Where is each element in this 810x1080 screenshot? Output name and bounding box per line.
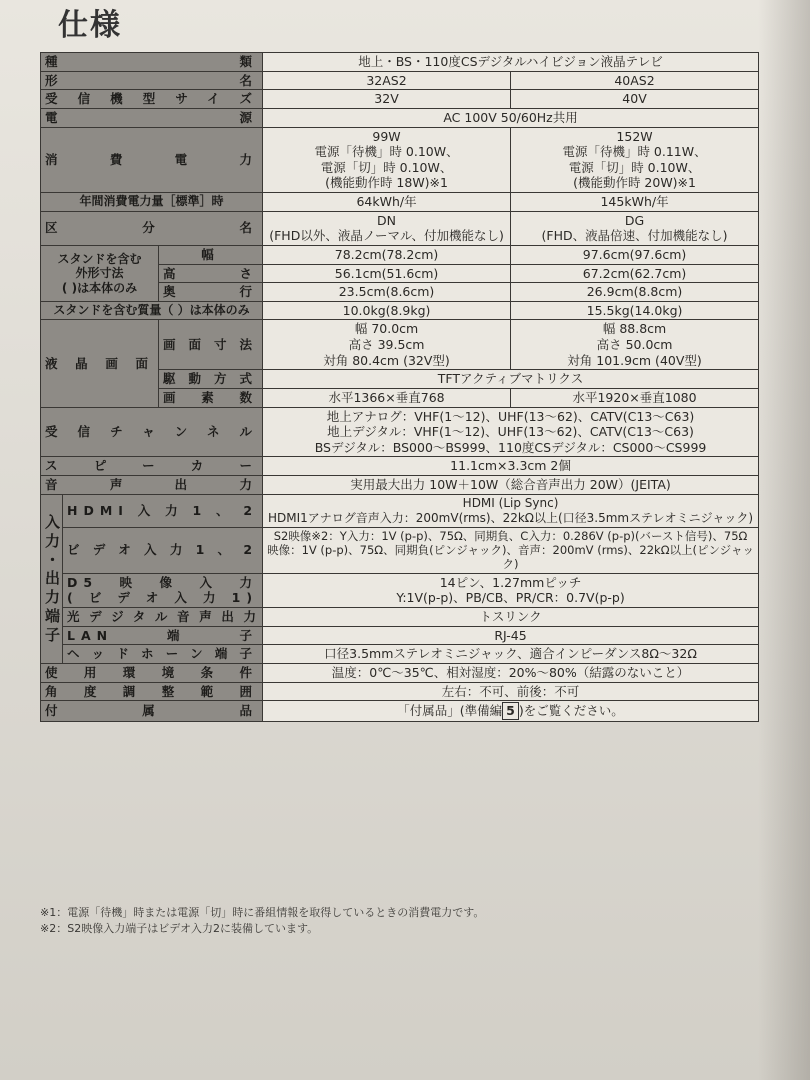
label-io-group bbox=[41, 494, 63, 663]
value-audio: 実用最大出力 10W＋10W（総合音声出力 20W）(JEITA) bbox=[263, 476, 759, 495]
d5-label-line1: D5映像入力 bbox=[67, 574, 259, 590]
value-consumption-40 bbox=[511, 127, 759, 193]
row-channels bbox=[41, 407, 759, 457]
io-char-2: 力 bbox=[45, 531, 61, 550]
row-size bbox=[41, 90, 759, 109]
screen-32-width: 幅 70.0cm bbox=[354, 321, 419, 337]
value-d5 bbox=[263, 573, 759, 607]
row-consumption bbox=[41, 127, 759, 193]
consumption-40-standby: 電源「待機」時 0.11W、 bbox=[562, 144, 707, 160]
value-size-40: 40V bbox=[511, 90, 759, 109]
label-audio: 音声出力 bbox=[41, 476, 263, 495]
row-annual bbox=[41, 193, 759, 212]
io-char-1: 入 bbox=[45, 513, 61, 532]
value-annual-40: 145kWh/年 bbox=[511, 193, 759, 212]
row-lcd-screen bbox=[41, 320, 759, 370]
value-mass-40: 15.5kg(14.0kg) bbox=[511, 301, 759, 320]
value-category-40 bbox=[511, 211, 759, 245]
row-model bbox=[41, 71, 759, 90]
value-accessories bbox=[263, 701, 759, 722]
consumption-40-watts: 152W bbox=[616, 128, 653, 144]
value-drive: TFTアクティブマトリクス bbox=[263, 370, 759, 389]
consumption-40-active: (機能動作時 20W)※1 bbox=[573, 175, 696, 191]
value-angle: 左右：不可、前後：不可 bbox=[263, 682, 759, 701]
value-height-40: 67.2cm(62.7cm) bbox=[511, 264, 759, 283]
label-type: 種類 bbox=[41, 53, 263, 72]
consumption-32-active: (機能動作時 18W)※1 bbox=[325, 175, 448, 191]
value-depth-32: 23.5cm(8.6cm) bbox=[263, 283, 511, 302]
io-char-7: 子 bbox=[45, 625, 61, 644]
label-video: ビデオ入力1、2 bbox=[63, 527, 263, 573]
row-d5 bbox=[41, 573, 759, 607]
label-category: 区分名 bbox=[41, 211, 263, 245]
row-lan bbox=[41, 626, 759, 645]
label-hdmi: HDMI入力1、2 bbox=[63, 494, 263, 527]
label-consumption: 消費電力 bbox=[41, 127, 263, 193]
hdmi-line2: HDMI1アナログ音声入力：200mV(rms)、22kΩ以上(口径3.5mmステレオミニジャック) bbox=[267, 510, 754, 525]
dims-group-line3: ( )は本体のみ bbox=[61, 280, 138, 295]
channels-analog: 地上アナログ：VHF(1～12)、UHF(13～62)、CATV(C13～C63) bbox=[326, 408, 695, 424]
row-hdmi bbox=[41, 494, 759, 527]
d5-label-line2: (ビデオ入力1) bbox=[67, 590, 259, 606]
label-d5 bbox=[63, 573, 263, 607]
io-char-3: ・ bbox=[45, 550, 61, 569]
label-dims-width: 幅 bbox=[159, 245, 263, 264]
row-mass bbox=[41, 301, 759, 320]
row-video bbox=[41, 527, 759, 573]
value-width-40: 97.6cm(97.6cm) bbox=[511, 245, 759, 264]
value-consumption-32 bbox=[263, 127, 511, 193]
label-annual: 年間消費電力量［標準］時 bbox=[41, 193, 263, 212]
value-type: 地上・BS・110度CSデジタルハイビジョン液晶テレビ bbox=[263, 53, 759, 72]
value-optical: トスリンク bbox=[263, 608, 759, 627]
value-video bbox=[263, 527, 759, 573]
value-screen-40 bbox=[511, 320, 759, 370]
value-model-40: 40AS2 bbox=[511, 71, 759, 90]
value-power: AC 100V 50/60Hz共用 bbox=[263, 108, 759, 127]
screen-40-width: 幅 88.8cm bbox=[602, 321, 667, 337]
value-pixels-40: 水平1920×垂直1080 bbox=[511, 388, 759, 407]
label-accessories: 付属品 bbox=[41, 701, 263, 722]
consumption-40-off: 電源「切」時 0.10W、 bbox=[568, 159, 701, 175]
label-lcd-group: 液晶画面 bbox=[41, 320, 159, 407]
screen-32-height: 高さ 39.5cm bbox=[348, 337, 425, 352]
row-headphone bbox=[41, 645, 759, 664]
label-dims-height: 高さ bbox=[159, 264, 263, 283]
consumption-32-off: 電源「切」時 0.10W、 bbox=[320, 159, 453, 175]
video-line1: S2映像※2：Y入力：1V (p-p)、75Ω、同期負、C入力：0.286V (p-p)(バースト信号)、75Ω bbox=[273, 528, 748, 543]
accessories-text-pre: 「付属品」(準備編 bbox=[397, 703, 503, 719]
label-dims-depth: 奥行 bbox=[159, 283, 263, 302]
label-lcd-drive: 駆動方式 bbox=[159, 370, 263, 389]
value-hdmi bbox=[263, 494, 759, 527]
io-char-6: 端 bbox=[45, 606, 61, 625]
d5-line1: 14ピン、1.27mmピッチ bbox=[439, 574, 582, 590]
row-audio bbox=[41, 476, 759, 495]
value-headphone: 口径3.5mmステレオミニジャック、適合インピーダンス8Ω～32Ω bbox=[263, 645, 759, 664]
dims-group-line2: 外形寸法 bbox=[75, 266, 124, 281]
video-line2: 映像：1V (p-p)、75Ω、同期負(ピンジャック)、音声：200mV (rms)、22kΩ以上(ピンジャック) bbox=[267, 543, 754, 572]
page-heading: 仕様 bbox=[58, 8, 122, 43]
page-ref-badge: 5 bbox=[502, 702, 519, 720]
footnote-1: ※1：電源「待機」時または電源「切」時に番組情報を取得しているときの消費電力です。 bbox=[40, 906, 485, 919]
value-speaker: 11.1cm×3.3cm 2個 bbox=[263, 457, 759, 476]
row-power bbox=[41, 108, 759, 127]
label-env: 使用環境条件 bbox=[41, 663, 263, 682]
value-annual-32: 64kWh/年 bbox=[263, 193, 511, 212]
io-char-5: 力 bbox=[45, 588, 61, 607]
d5-line2: Y:1V(p-p)、PB/CB、PR/CR：0.7V(p-p) bbox=[396, 590, 625, 606]
row-env bbox=[41, 663, 759, 682]
row-optical bbox=[41, 608, 759, 627]
row-category bbox=[41, 211, 759, 245]
category-40-desc: (FHD、液晶倍速、付加機能なし) bbox=[541, 228, 728, 244]
channels-digital: 地上デジタル：VHF(1～12)、UHF(13～62)、CATV(C13～C63) bbox=[327, 424, 694, 440]
value-pixels-32: 水平1366×垂直768 bbox=[263, 388, 511, 407]
label-power: 電源 bbox=[41, 108, 263, 127]
label-angle: 角度調整範囲 bbox=[41, 682, 263, 701]
label-lan: LAN端子 bbox=[63, 626, 263, 645]
value-width-32: 78.2cm(78.2cm) bbox=[263, 245, 511, 264]
value-category-32 bbox=[263, 211, 511, 245]
label-optical: 光デジタル音声出力 bbox=[63, 608, 263, 627]
row-type bbox=[41, 53, 759, 72]
label-model: 形名 bbox=[41, 71, 263, 90]
label-speaker: スピーカー bbox=[41, 457, 263, 476]
footnote-2: ※2：S2映像入力端子はビデオ入力2に装備しています。 bbox=[40, 922, 319, 935]
hdmi-line1: HDMI (Lip Sync) bbox=[462, 495, 559, 510]
accessories-text-post: )をご覧ください。 bbox=[518, 703, 624, 719]
consumption-32-watts: 99W bbox=[372, 128, 401, 144]
category-40-code: DG bbox=[624, 212, 645, 228]
value-lan: RJ-45 bbox=[263, 626, 759, 645]
screen-40-diagonal: 対角 101.9cm (40V型) bbox=[567, 352, 702, 368]
category-32-code: DN bbox=[377, 212, 397, 228]
io-char-4: 出 bbox=[45, 569, 61, 588]
row-angle bbox=[41, 682, 759, 701]
value-mass-32: 10.0kg(8.9kg) bbox=[263, 301, 511, 320]
value-screen-32 bbox=[263, 320, 511, 370]
label-size: 受信機型サイズ bbox=[41, 90, 263, 109]
label-headphone: ヘッドホーン端子 bbox=[63, 645, 263, 664]
value-depth-40: 26.9cm(8.8cm) bbox=[511, 283, 759, 302]
label-channels: 受信チャンネル bbox=[41, 407, 263, 457]
value-model-32: 32AS2 bbox=[263, 71, 511, 90]
consumption-32-standby: 電源「待機」時 0.10W、 bbox=[314, 144, 459, 160]
row-dims-width bbox=[41, 245, 759, 264]
spec-table bbox=[40, 52, 759, 722]
value-channels bbox=[263, 407, 759, 457]
screen-32-diagonal: 対角 80.4cm (32V型) bbox=[323, 352, 450, 368]
category-32-desc: (FHD以外、液晶ノーマル、付加機能なし) bbox=[269, 228, 504, 244]
channels-bs-cs: BSデジタル：BS000～BS999、110度CSデジタル：CS000～CS999 bbox=[314, 439, 707, 455]
label-lcd-screen: 画面寸法 bbox=[159, 320, 263, 370]
value-size-32: 32V bbox=[263, 90, 511, 109]
dims-group-line1: スタンドを含む bbox=[57, 251, 142, 266]
value-env: 温度：0℃～35℃、相対湿度：20%～80%（結露のないこと） bbox=[263, 663, 759, 682]
label-mass: スタンドを含む質量（ ）は本体のみ bbox=[41, 301, 263, 320]
screen-40-height: 高さ 50.0cm bbox=[596, 337, 673, 352]
row-speaker bbox=[41, 457, 759, 476]
page-edge-shadow bbox=[758, 0, 810, 1080]
value-height-32: 56.1cm(51.6cm) bbox=[263, 264, 511, 283]
row-accessories bbox=[41, 701, 759, 722]
label-dims-group bbox=[41, 245, 159, 301]
label-lcd-pixels: 画素数 bbox=[159, 388, 263, 407]
